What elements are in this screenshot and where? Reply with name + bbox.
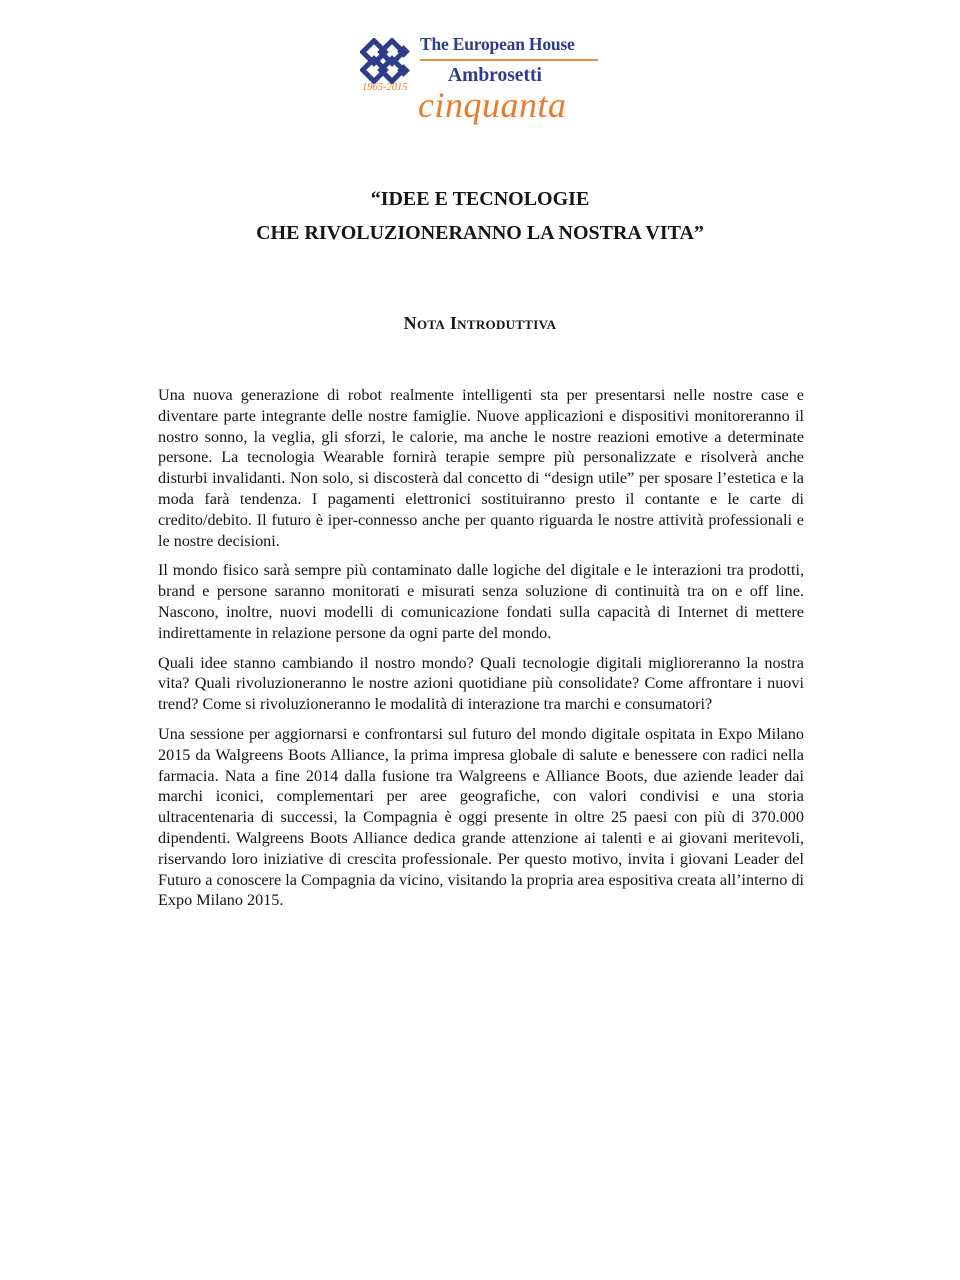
logo-divider	[420, 59, 598, 61]
body-paragraph: Il mondo fisico sarà sempre più contaminato dalle logiche del digitale e le interazioni tra prodotti, brand e persone saranno monitorati e misurati senza soluzione di continuità tra on e off line. Nascono, inoltre, nuovi modelli di comunicazione fondati sulla capacità di Internet di mettere indirettamente in relazione persone da ogni parte del mondo.	[158, 561, 804, 642]
logo-brand-name: Ambrosetti	[448, 65, 542, 86]
document-title	[0, 182, 960, 250]
logo-company-name: The European House	[420, 34, 575, 54]
body-paragraph: Una nuova generazione di robot realmente intelligenti sta per presentarsi nelle nostre case e diventare parte integrante delle nostre famiglie. Nuove applicazioni e dispositivi monitoreranno il nostro sonno, la veglia, gli sforzi, le calorie, ma anche le nostre reazioni emotive a determinate persone. La tecnologia Wearable fornirà terapie sempre più personalizzate e risolverà anche disturbi invalidanti. Non solo, si discosterà dal concetto di “design utile” per sposare l’estetica e la moda farà tendenza. I pagamenti elettronici sostituiranno presto il contante e le carte di credito/debito. Il futuro è iper-connesso anche per quanto riguarda le nostre attività professionali e le nostre decisioni.	[158, 386, 804, 550]
title-line-2: CHE RIVOLUZIONERANNO LA NOSTRA VITA”	[256, 222, 704, 244]
body-paragraph: Una sessione per aggiornarsi e confrontarsi sul futuro del mondo digitale ospitata in Expo Milano 2015 da Walgreens Boots Alliance, la prima impresa globale di salute e benessere con radici nella farmacia. Nata a fine 2014 dalla fusione tra Walgreens e Alliance Boots, due aziende leader dai marchi iconici, complementari per aree geografiche, con valori condivisi e una storia ultracentenaria di successi, la Compagnia è oggi presente in oltre 25 paesi con più di 370.000 dipendenti. Walgreens Boots Alliance dedica grande attenzione ai talenti e ai giovani meritevoli, riservando loro iniziative di crescita professionale. Per questo motivo, invita i giovani Leader del Futuro a conoscere la Compagnia da vicino, visitando la propria area espositiva creata all’interno di Expo Milano 2015.	[158, 724, 804, 910]
logo-emblem-icon	[360, 38, 416, 84]
title-line-1: “IDEE E TECNOLOGIE	[370, 188, 590, 210]
company-logo	[360, 32, 610, 136]
body-paragraph: Quali idee stanno cambiando il nostro mondo? Quali tecnologie digitali miglioreranno la nostra vita? Quali rivoluzioneranno le nostre azioni quotidiane più consolidate? Come affrontare i nuovi trend? Come si rivoluzioneranno le modalità di interazione tra marchi e consumatori?	[158, 653, 804, 714]
logo-years: 1965-2015	[362, 82, 408, 93]
logo-anniversary-script: cinquanta	[418, 85, 567, 125]
document-subtitle: Nota Introduttiva	[403, 313, 557, 333]
document-body	[158, 385, 804, 920]
